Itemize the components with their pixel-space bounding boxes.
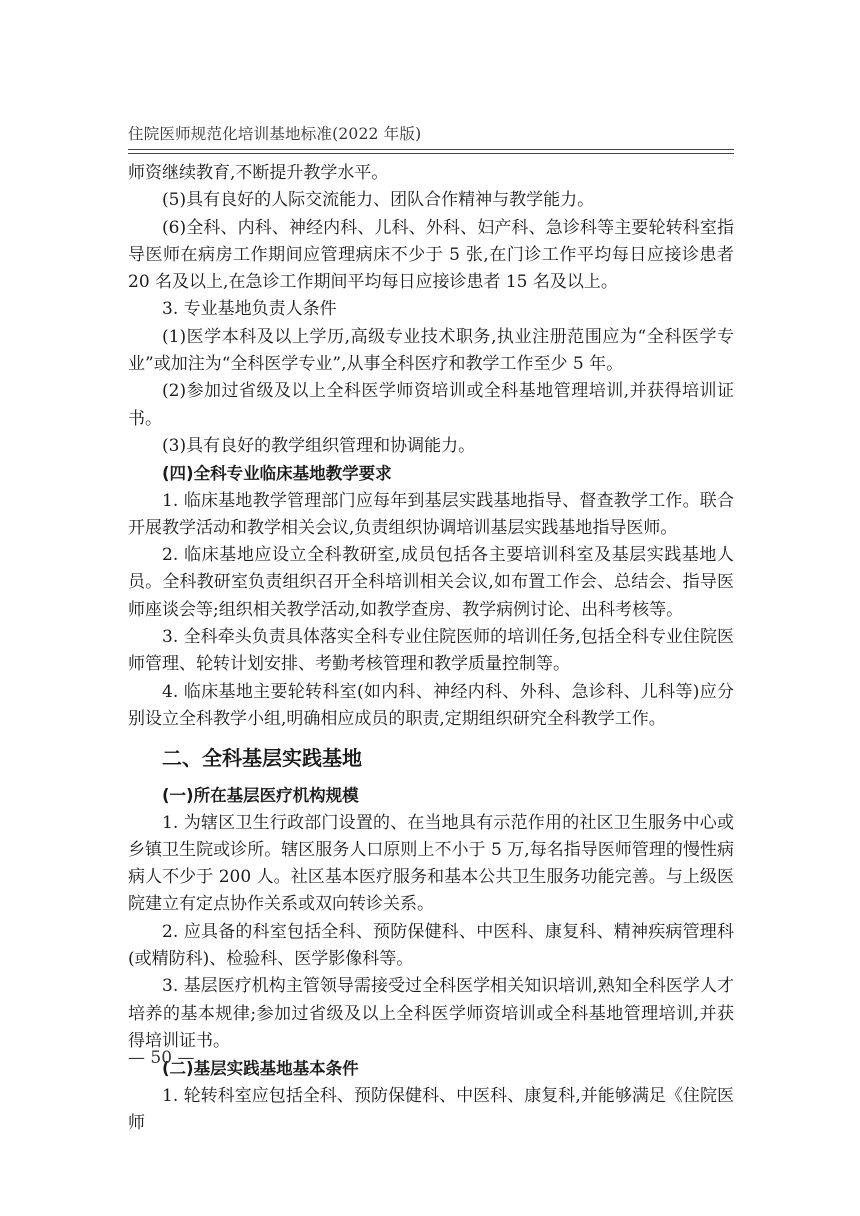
section-heading: (四)全科专业临床基地教学要求 xyxy=(162,464,392,484)
paragraph: 2. 临床基地应设立全科教研室,成员包括各主要培训科室及基层实践基地人员。全科教研室负责组织召开全科培训相关会议,如布置工作会、总结会、指导医师座谈会等;组织相关教学活动,如教学查房、教学病例讨论、出科考核等。 xyxy=(128,545,734,620)
running-header: 住院医师规范化培训基地标准(2022 年版) xyxy=(128,125,422,143)
paragraph: 1. 轮转科室应包括全科、预防保健科、中医科、康复科,并能够满足《住院医师 xyxy=(128,1085,734,1133)
section-heading: (一)所在基层医疗机构规模 xyxy=(162,786,359,806)
page-body xyxy=(128,160,734,1137)
paragraph: (6)全科、内科、神经内科、儿科、外科、妇产科、急诊科等主要轮转科室指导医师在病房工作期间应管理病床不少于 5 张,在门诊工作平均每日应接诊患者 20 名及以上,在急诊工作期间平均每日应接诊患者 15 名及以上。 xyxy=(128,217,734,293)
page-number: — 50 — xyxy=(128,1048,195,1068)
paragraph: (3)具有良好的教学组织管理和协调能力。 xyxy=(162,435,476,456)
paragraph: 3. 基层医疗机构主管领导需接受过全科医学相关知识培训,熟知全科医学人才培养的基本规律;参加过省级及以上全科医学师资培训或全科基地管理培训,并获得培训证书。 xyxy=(128,976,734,1051)
header-rule-top xyxy=(128,149,734,150)
paragraph: 1. 为辖区卫生行政部门设置的、在当地具有示范作用的社区卫生服务中心或乡镇卫生院或诊所。辖区服务人口原则上不小于 5 万,每名指导医师管理的慢性病病人不少于 200 人。社区基本医疗服务和基本公共卫生服务功能完善。与上级医院建立有定点协作关系或双向转诊关系。 xyxy=(128,812,734,915)
header-rule-bottom xyxy=(128,153,734,154)
paragraph: 3. 全科牵头负责具体落实全科专业住院医师的培训任务,包括全科专业住院医师管理、轮转计划安排、考勤考核管理和教学质量控制等。 xyxy=(128,627,734,675)
paragraph: 师资继续教育,不断提升教学水平。 xyxy=(128,163,389,183)
subsection-label: 3. 专业基地负责人条件 xyxy=(162,299,337,320)
paragraph: 1. 临床基地教学管理部门应每年到基层实践基地指导、督查教学工作。联合开展教学活动和教学相关会议,负责组织协调培训基层实践基地指导医师。 xyxy=(128,490,734,538)
chapter-heading: 二、全科基层实践基地 xyxy=(162,746,362,771)
paragraph: 2. 应具备的科室包括全科、预防保健科、中医科、康复科、精神疾病管理科(或精防科)、检验科、医学影像科等。 xyxy=(128,921,734,970)
paragraph: (1)医学本科及以上学历,高级专业技术职务,执业注册范围应为“全科医学专业”或加注为“全科医学专业”,从事全科医疗和教学工作至少 5 年。 xyxy=(128,326,734,375)
section-heading: (二)基层实践基地基本条件 xyxy=(162,1059,359,1079)
paragraph: 4. 临床基地主要轮转科室(如内科、神经内科、外科、急诊科、儿科等)应分别设立全科教学小组,明确相应成员的职责,定期组织研究全科教学工作。 xyxy=(128,681,734,729)
paragraph: (5)具有良好的人际交流能力、团队合作精神与教学能力。 xyxy=(162,190,595,211)
paragraph: (2)参加过省级及以上全科医学师资培训或全科基地管理培训,并获得培训证书。 xyxy=(128,381,734,429)
